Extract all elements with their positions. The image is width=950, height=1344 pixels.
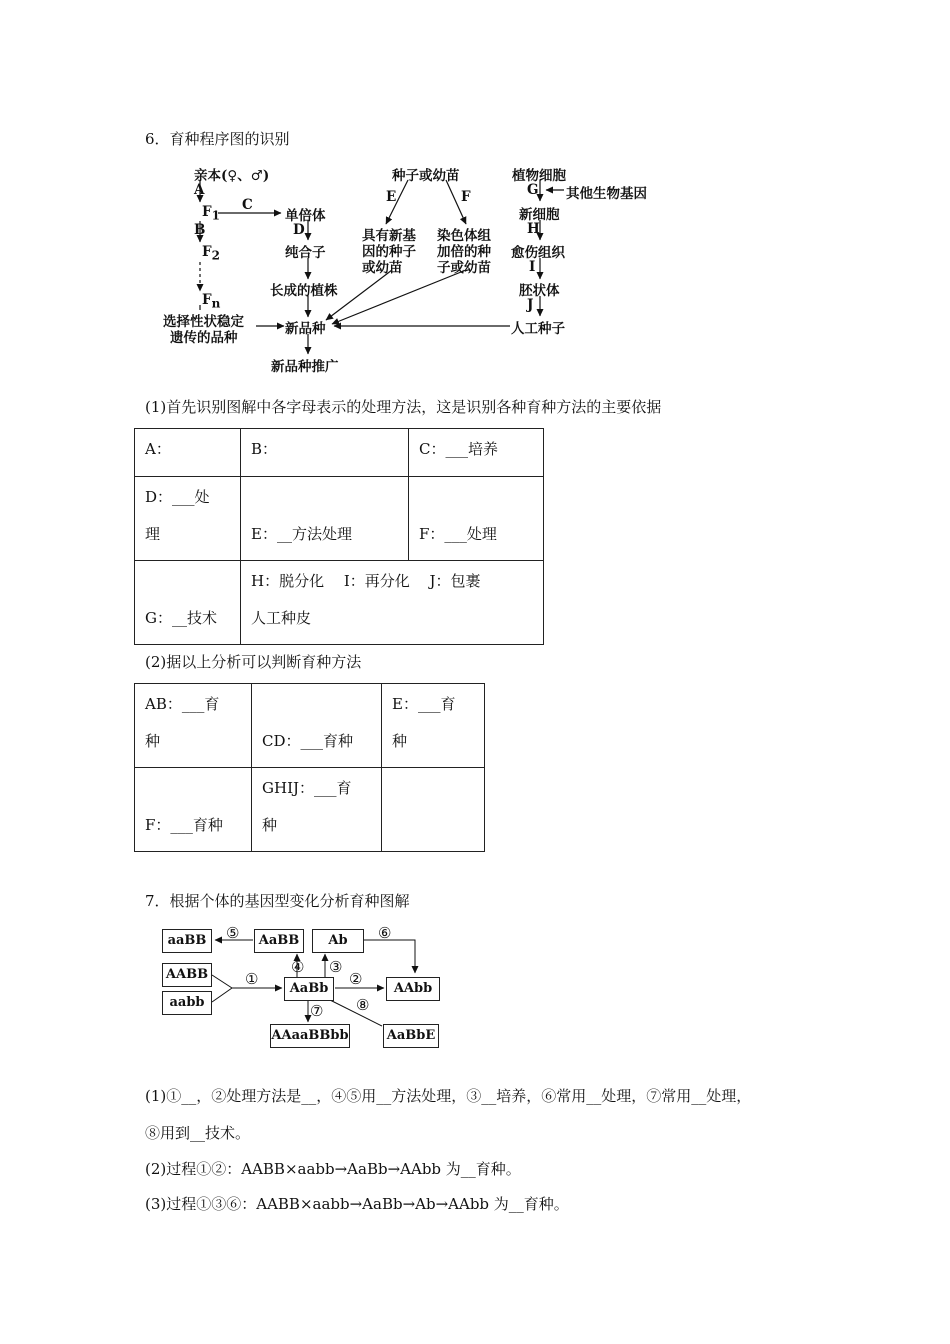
process-2-label: ② [349, 970, 363, 988]
q6-subquestion-1: (1)首先识别图解中各字母表示的处理方法，这是识别各种育种方法的主要依据 [145, 398, 662, 416]
select-stable-label-1: 选择性状稳定 [163, 314, 244, 330]
homozygote-label: 纯合子 [285, 245, 326, 261]
other-gene-label: 其他生物基因 [566, 186, 647, 202]
step-g-label: G [527, 182, 539, 198]
fn-label: $F_n$ [202, 292, 221, 311]
cell-hij: H：脱分化 I：再分化 J：包裹 人工种皮 [241, 561, 544, 645]
cell-d: D：___处 理 [135, 477, 241, 561]
f2-label: $F_2$ [202, 244, 220, 263]
plant-cell-label: 植物细胞 [512, 168, 566, 184]
cell-a: A： [135, 429, 241, 477]
step-i-label: I [529, 259, 536, 275]
process-3-label: ③ [329, 958, 343, 976]
step-j-label: J [527, 297, 534, 313]
q7-subquestion-2: (2)过程①②：AABB×aabb→AaBb→AAbb 为__育种。 [145, 1160, 521, 1178]
cell-g: G：__技术 [135, 561, 241, 645]
select-stable-label-2: 遗传的品种 [170, 330, 238, 346]
q7-title: 7．根据个体的基因型变化分析育种图解 [145, 892, 410, 910]
q6-subquestion-2: (2)据以上分析可以判断育种方法 [145, 653, 362, 671]
process-5-label: ⑤ [226, 924, 240, 942]
process-1-label: ① [245, 970, 259, 988]
genotype-aabb: aabb [162, 991, 212, 1015]
parent-label: 亲本(♀、♂) [194, 168, 270, 184]
grown-plant-label: 长成的植株 [270, 283, 338, 299]
cell-cd: CD：___育种 [252, 684, 382, 768]
doubled-seed-label-1: 染色体组 [437, 228, 491, 244]
new-cell-label: 新细胞 [519, 207, 560, 223]
step-e-label: E [386, 189, 397, 205]
cell-f: F：___处理 [409, 477, 544, 561]
genotype-aaBB: aaBB [162, 929, 212, 953]
q6-title: 6．育种程序图的识别 [145, 130, 290, 148]
f1-label: $F_1$ [202, 204, 220, 223]
new-gene-seed-label-3: 或幼苗 [362, 260, 403, 276]
genotype-Ab: Ab [312, 929, 364, 953]
cell-c: C：___培养 [409, 429, 544, 477]
step-d-label: D [293, 222, 305, 238]
genotype-AAbb: AAbb [386, 977, 440, 1001]
seed-or-seedling-label: 种子或幼苗 [392, 168, 460, 184]
process-4-label: ④ [291, 958, 305, 976]
process-8-label: ⑧ [356, 996, 370, 1014]
new-gene-seed-label-1: 具有新基 [362, 228, 416, 244]
process-6-label: ⑥ [378, 924, 392, 942]
genotype-AaBB: AaBB [254, 929, 304, 953]
genotype-AABB: AABB [162, 963, 212, 987]
step-c-label: C [242, 197, 253, 213]
artificial-seed-label: 人工种子 [511, 321, 565, 337]
q7-subquestion-3: (3)过程①③⑥：AABB×aabb→AaBb→Ab→AAbb 为__育种。 [145, 1195, 569, 1213]
cell-e2: E：___育 种 [382, 684, 485, 768]
doubled-seed-label-2: 加倍的种 [437, 244, 491, 260]
q7-subquestion-1-cont: ⑧用到__技术。 [145, 1124, 251, 1142]
cell-b: B： [241, 429, 409, 477]
step-b-label: B [194, 222, 206, 238]
genotype-AaBbE: AaBbE [383, 1024, 439, 1048]
cell-ab: AB：___育 种 [135, 684, 252, 768]
cell-f2: F：___育种 [135, 768, 252, 852]
callus-label: 愈伤组织 [511, 245, 565, 261]
step-f-label: F [461, 189, 471, 205]
promotion-label: 新品种推广 [271, 359, 339, 375]
process-7-label: ⑦ [310, 1002, 324, 1020]
cell-e: E：__方法处理 [241, 477, 409, 561]
cell-ghij: GHIJ：___育 种 [252, 768, 382, 852]
step-a-label: A [194, 182, 205, 198]
new-variety-label: 新品种 [285, 321, 326, 337]
step-h-label: H [527, 221, 540, 237]
genotype-AaBb: AaBb [284, 977, 334, 1001]
embryoid-label: 胚状体 [519, 283, 560, 299]
doubled-seed-label-3: 子或幼苗 [437, 260, 491, 276]
genotype-AAaaBBbb: AAaaBBbb [270, 1024, 350, 1048]
q7-subquestion-1: (1)①__，②处理方法是__，④⑤用__方法处理，③__培养，⑥常用__处理，⑦常用__处理， [145, 1087, 752, 1105]
haploid-label: 单倍体 [285, 208, 326, 224]
new-gene-seed-label-2: 因的种子 [362, 244, 416, 260]
